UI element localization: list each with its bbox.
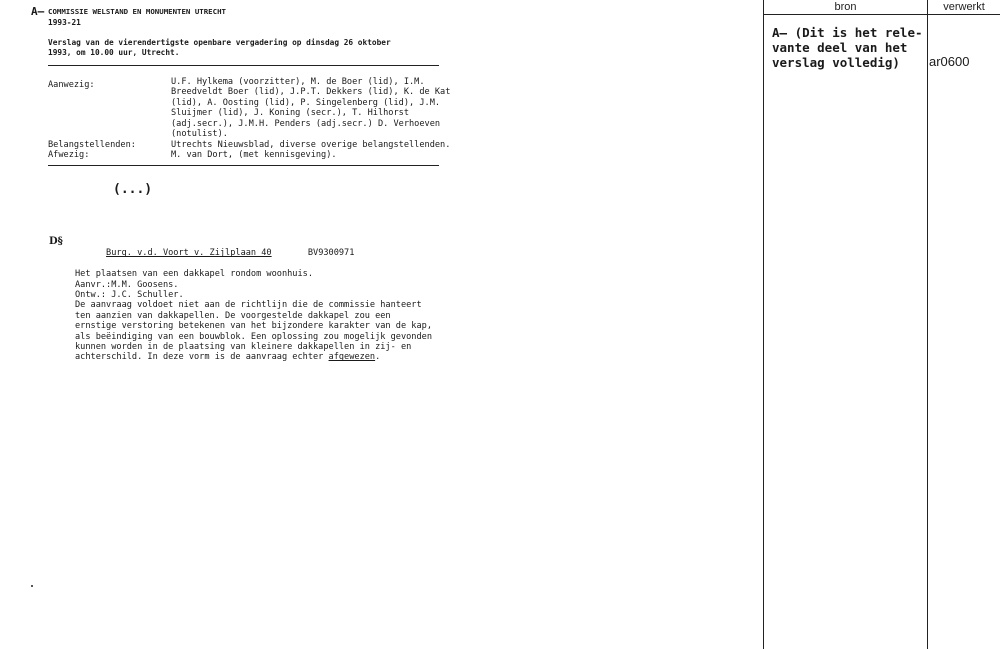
header-org: COMMISSIE WELSTAND EN MONUMENTEN UTRECHT [48,7,226,16]
verwerkt-code: ar0600 [929,54,970,69]
item-last-line-prefix: achterschild. In deze vorm is de aanvraag echter [75,352,329,363]
item-line: kunnen worden in de plaatsing van kleinere dakkapellen in zij- en [75,342,412,353]
item-heading [75,238,432,269]
header-divider-top [48,65,439,66]
item-address: Burg. v.d. Voort v. Zijlplaan 40 [106,248,272,259]
item-last-line [75,352,432,362]
column-header-bron: bron [834,1,857,13]
bron-note-line: A— (Dit is het rele- [772,25,923,40]
table-left-border [763,0,764,649]
table-column-divider [927,0,928,649]
item-line: Het plaatsen van een dakkapel rondom woonhuis. [75,269,313,280]
report-title-line-2: 1993, om 10.00 uur, Utrecht. [48,48,180,57]
stakeholders-value: Utrechts Nieuwsblad, diverse overige belangstellenden. [171,140,451,150]
item-last-line-suffix: . [375,352,381,363]
margin-marker: A— [31,5,45,18]
item-line: ten aanzien van dakkapellen. De voorgestelde dakkapel zou een [75,310,391,321]
item-line: ernstige verstoring betekenen van het bijzondere karakter van de kap, [75,321,432,332]
table-header-rule [763,14,1000,15]
column-header-verwerkt: verwerkt [943,1,985,13]
present-line: (adj.secr.), J.M.H. Penders (adj.secr.) D. Verhoeven [171,118,441,129]
present-label: Aanwezig: [48,80,95,90]
bron-note-line: vante deel van het [772,40,908,55]
present-line: Sluijmer (lid), J. Koning (secr.), T. Hilhorst [171,108,409,119]
absent-label: Afwezig: [48,150,90,160]
present-list [171,77,450,139]
present-line: U.F. Hylkema (voorzitter), M. de Boer (lid), I.M. [171,77,425,87]
scan-speck [31,585,33,587]
item-line: Ontw.: J.C. Schuller. [75,290,184,301]
ellipsis: (...) [113,182,153,197]
verdict-rejected: afgewezen [328,352,376,363]
bron-note-line: verslag volledig) [772,55,900,70]
present-line: (lid), A. Oosting (lid), P. Singelenberg (lid), J.M. [171,97,441,108]
header-code: 1993-21 [48,18,81,27]
item-line: Aanvr.:M.M. Goosens. [75,279,179,290]
report-title-line-1: Verslag van de vierendertigste openbare vergadering op dinsdag 26 oktober [48,38,391,47]
present-line: (notulist). [171,129,228,140]
item-case-number: BV9300971 [307,248,355,259]
item-line: De aanvraag voldoet niet aan de richtlijn die de commissie hanteert [75,300,422,311]
present-line: Breedveldt Boer (lid), J.P.T. Dekkers (lid), K. de Kat [171,87,451,98]
item-block [75,238,432,363]
item-line: als beëindiging van een bouwblok. Een oplossing zou mogelijk gevonden [75,331,432,342]
header-divider-bottom [48,165,439,166]
bron-note [772,25,923,70]
absent-value: M. van Dort, (met kennisgeving). [171,150,337,160]
stakeholders-label: Belangstellenden: [48,140,136,150]
item-margin-mark: D§ [49,236,63,247]
